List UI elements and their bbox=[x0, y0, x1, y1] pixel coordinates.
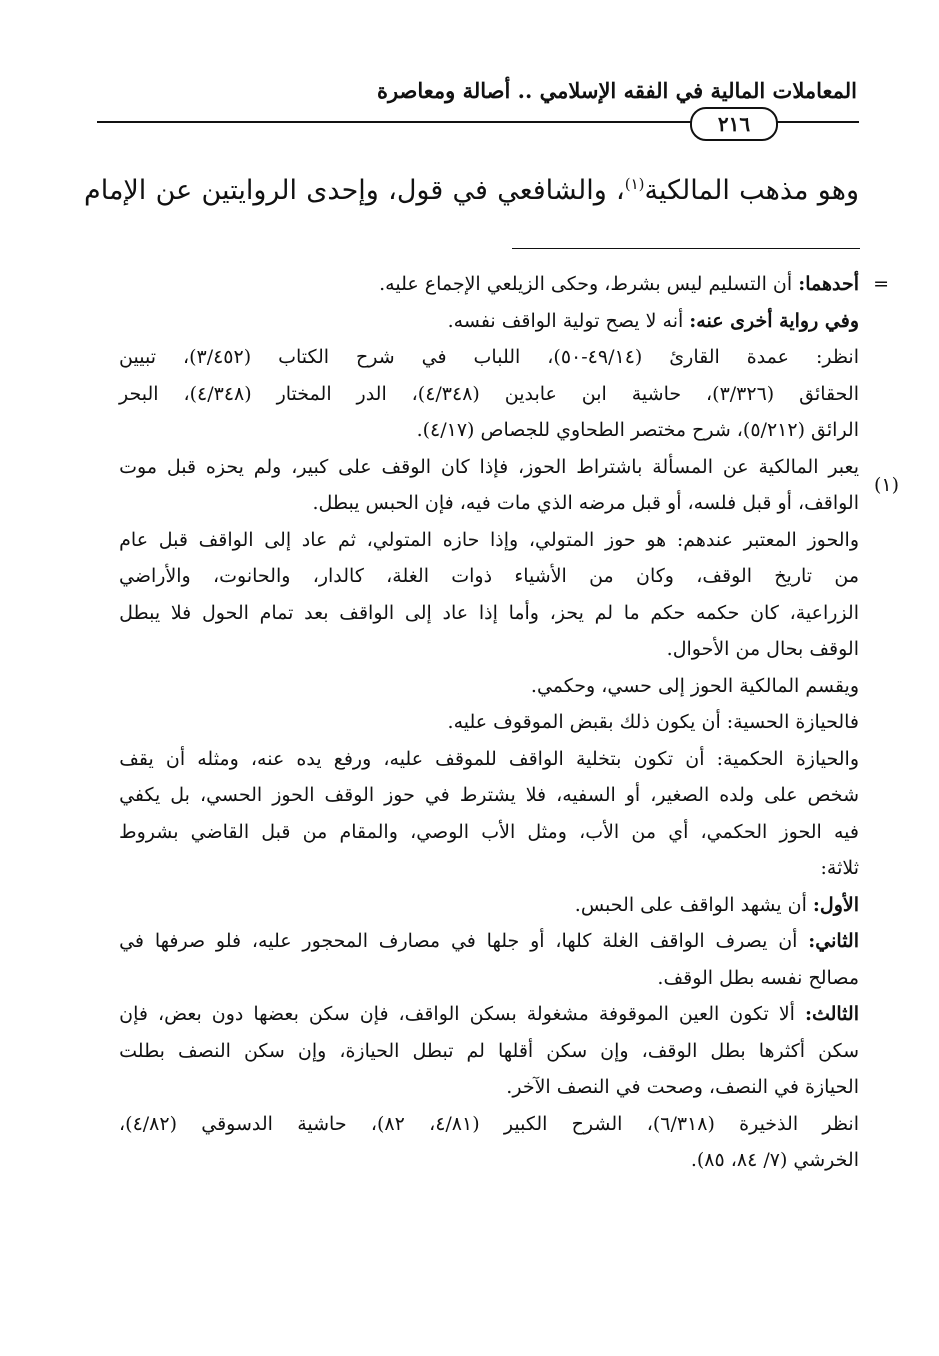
footnote-word: ابن bbox=[581, 382, 607, 405]
footnote-word: هو bbox=[646, 528, 667, 551]
footnote-text: ويقسم المالكية الحوز إلى حسي، وحكمي. bbox=[530, 674, 859, 697]
footnote-word: تكون bbox=[633, 747, 674, 770]
footnote-word: في bbox=[424, 784, 450, 806]
footnote-word: الشرح bbox=[571, 1112, 623, 1135]
footnote-word: الحوز، bbox=[518, 455, 567, 478]
footnote-word: والحوز bbox=[807, 528, 859, 551]
footnote-lead-term: وفي رواية أخرى عنه: bbox=[689, 309, 859, 332]
footnote-word: الحسي، bbox=[199, 784, 263, 806]
footnote-text: أن يشهد الواقف على الحبس. bbox=[574, 893, 813, 916]
footnote-word: من bbox=[589, 565, 614, 587]
footnote-word: يقف bbox=[119, 747, 154, 770]
footnote-word: ٨٢)، bbox=[370, 1112, 405, 1135]
footnote-word: العين bbox=[678, 1003, 720, 1025]
footnote-word: المختار bbox=[276, 382, 332, 405]
footnote-word: ألا bbox=[778, 1003, 795, 1025]
footnote-word: المالكية bbox=[758, 455, 819, 478]
footnote-word: يحزه bbox=[205, 455, 244, 478]
footnote-line bbox=[119, 303, 859, 340]
footnote-word: وإذا bbox=[490, 528, 519, 551]
footnote-word: فلا bbox=[525, 784, 547, 806]
footnote-word: ولم bbox=[253, 455, 282, 478]
footnote-word: وإن bbox=[297, 1039, 327, 1062]
footnote-word: (٣/٤٥٢)، bbox=[182, 346, 252, 368]
footnote-word: لم bbox=[466, 1039, 485, 1062]
footnote-word: عمدة bbox=[746, 346, 789, 368]
footnote-line bbox=[119, 704, 859, 741]
footnote-text: الرائق (٥/٢١٢)، شرح مختصر الطحاوي للجصاص (٤/١٧). bbox=[416, 419, 859, 441]
footnote-word: البحر bbox=[119, 382, 159, 405]
footnote-word: سكن bbox=[308, 1003, 350, 1025]
footnote-text: أن التسليم ليس بشرط، وحكى الزيلعي الإجماع عليه. bbox=[379, 273, 799, 295]
footnote-word: (٦/٣١٨)، bbox=[646, 1112, 715, 1135]
footnote-word: الوقف bbox=[324, 784, 375, 806]
footnote-word: الثالث: bbox=[804, 1003, 859, 1025]
footnote-word: فإن bbox=[359, 1003, 389, 1025]
footnote-line bbox=[119, 1106, 859, 1143]
footnote-line bbox=[119, 1069, 859, 1106]
footnote-word: حاشية bbox=[297, 1112, 347, 1135]
footnote-word: ومثل bbox=[527, 820, 567, 843]
footnote-word: مصارف bbox=[378, 930, 441, 952]
footnote-line bbox=[119, 1142, 859, 1179]
footnote-line bbox=[119, 412, 859, 449]
footnote-word: بطلت bbox=[119, 1039, 165, 1062]
footnote-line bbox=[119, 1033, 859, 1070]
footnote-line bbox=[119, 485, 859, 522]
footnote-word: موت bbox=[119, 455, 158, 478]
footnote-text: ثلاثة: bbox=[820, 857, 859, 879]
footnote-word: القاضي bbox=[190, 820, 250, 843]
footnote-word: أن bbox=[165, 747, 186, 770]
footnote-word: ما bbox=[623, 601, 640, 624]
footnote-word: من bbox=[302, 820, 328, 843]
footnote-word: الحوز bbox=[272, 784, 315, 806]
footnote-word: إذا bbox=[478, 601, 498, 624]
footnote-word: حوز bbox=[604, 528, 636, 551]
footnote-line bbox=[119, 814, 859, 851]
footnote-word: المحجور bbox=[302, 930, 368, 952]
footnote-word: الحكمية: bbox=[716, 747, 784, 770]
footnote-line bbox=[119, 449, 859, 486]
footnote-word: الوصي، bbox=[410, 820, 470, 843]
footnote-word: عليه، bbox=[383, 747, 424, 770]
footnote-line bbox=[119, 558, 859, 595]
footnote-word: عاد bbox=[301, 528, 328, 551]
footnote-word: سكن bbox=[818, 1039, 859, 1062]
footnote-text: الخرشي (٧/ ٨٤، ٨٥). bbox=[690, 1149, 859, 1171]
footnote-word: صرفها bbox=[154, 930, 206, 952]
footnote-word: أقلها bbox=[498, 1039, 534, 1062]
footnote-word: يصرف bbox=[715, 930, 768, 952]
footnote-word: قبل bbox=[166, 455, 197, 478]
footnote-line bbox=[119, 339, 859, 376]
footnote-word: كبير، bbox=[291, 455, 329, 478]
footnote-word: بعد bbox=[304, 601, 329, 624]
footnote-word: فلا bbox=[170, 601, 192, 624]
footnote-line bbox=[119, 668, 859, 705]
footnote-word: قبل bbox=[261, 820, 291, 843]
footnotes-block bbox=[119, 266, 859, 1179]
footnote-word: تمام bbox=[259, 601, 294, 624]
footnote-word: ذوات bbox=[451, 565, 493, 587]
footnote-word: يشترط bbox=[459, 784, 516, 806]
footnote-word: الحوز bbox=[779, 820, 822, 843]
footnote-word: الأب، bbox=[579, 820, 620, 843]
main-text-before: وهو مذهب المالكية bbox=[644, 175, 859, 206]
footnote-text: مصالح نفسه بطل الوقف. bbox=[657, 966, 859, 989]
footnote-word: أي bbox=[668, 820, 689, 843]
footnote-lead-term: الأول: bbox=[812, 893, 859, 916]
footnote-line bbox=[119, 960, 859, 997]
footnote-word: في bbox=[119, 930, 145, 952]
footnote-word: أكثرها bbox=[758, 1039, 806, 1062]
footnote-word: الأشياء bbox=[514, 565, 567, 587]
footnote-word: ورفع bbox=[333, 747, 372, 770]
footnote-word: الصغير، bbox=[650, 784, 710, 806]
footnote-word: كان bbox=[440, 455, 470, 478]
footnote-word: المتولي، bbox=[366, 528, 433, 551]
footnote-word: أن bbox=[778, 930, 798, 952]
footnote-word: في bbox=[421, 346, 447, 368]
footnote-word: الكبير bbox=[503, 1112, 548, 1135]
footnote-line bbox=[119, 376, 859, 413]
footnote-word: بطل bbox=[710, 1039, 746, 1062]
footnote-line bbox=[119, 522, 859, 559]
footnote-word: بسكن bbox=[469, 1003, 517, 1025]
footnote-word: الوقف، bbox=[641, 1039, 698, 1062]
footnote-lead-term: أحدهما: bbox=[798, 273, 859, 295]
footnote-word: دون bbox=[211, 1003, 244, 1025]
footnote-word: حكم bbox=[650, 601, 686, 624]
footnote-word: (٤/٣٤٨)، bbox=[411, 382, 480, 405]
footnote-word: عليه، bbox=[251, 930, 292, 952]
footnote-word: بتخلية bbox=[575, 747, 622, 770]
footnote-word: الحيازة، bbox=[339, 1039, 400, 1062]
footnote-word: ولده bbox=[719, 784, 755, 806]
footnote-word: يده bbox=[296, 747, 322, 770]
footnote-word: حازه bbox=[442, 528, 480, 551]
footnote-word: وأما bbox=[508, 601, 539, 624]
footnote-word: يعبر bbox=[828, 455, 859, 478]
footnote-word: بعض، bbox=[157, 1003, 202, 1025]
footnote-word: جلها bbox=[486, 930, 520, 952]
footnote-word: الحول bbox=[201, 601, 249, 624]
footnote-word: والحيازة bbox=[795, 747, 859, 770]
footnote-word: الكتاب bbox=[278, 346, 330, 368]
footnote-word: تكون bbox=[729, 1003, 769, 1025]
footnote-word: عنه، bbox=[250, 747, 285, 770]
footnote-word: النصف bbox=[177, 1039, 231, 1062]
footnote-line bbox=[119, 777, 859, 814]
footnote-line bbox=[119, 996, 859, 1033]
footnote-word: على bbox=[764, 784, 798, 806]
footnote-word: كلها، bbox=[555, 930, 592, 952]
footnote-word: عام bbox=[119, 528, 149, 551]
footnote-word: كالدار، bbox=[312, 565, 364, 587]
footnote-word: المسألة bbox=[652, 455, 713, 478]
footnote-word: عاد bbox=[442, 601, 469, 624]
footnote-word: فإن bbox=[119, 1003, 148, 1025]
footnote-word: عابدين bbox=[504, 382, 557, 405]
footnote-text: الوقف بحال من الأحوال. bbox=[666, 638, 859, 660]
footnote-text: أنه لا يصح تولية الواقف نفسه. bbox=[447, 309, 690, 332]
footnote-word: (٤٩/١٤-٥٠)، bbox=[547, 346, 643, 368]
page-number: ٢١٦ bbox=[690, 107, 778, 141]
footnote-word: (٤/٣٤٨)، bbox=[183, 382, 252, 405]
footnote-word: الذخيرة bbox=[739, 1112, 799, 1135]
footnote-word: (٤/٨٢)، bbox=[119, 1112, 178, 1135]
footnote-word: (٤/٨١، bbox=[429, 1112, 480, 1135]
footnote-word: في bbox=[450, 930, 476, 952]
running-header-title: المعاملات المالية في الفقه الإسلامي .. أصالة ومعاصرة bbox=[376, 78, 857, 103]
footnote-word: فيه bbox=[833, 820, 859, 843]
footnote-word: الغلة، bbox=[386, 565, 429, 587]
footnote-word: تبطل bbox=[412, 1039, 454, 1062]
footnote-word: تبيين bbox=[119, 346, 156, 368]
footnote-line bbox=[119, 887, 859, 924]
footnote-1-marker: (١) bbox=[873, 474, 899, 496]
footnote-word: فلو bbox=[215, 930, 242, 952]
main-text-after: ، والشافعي في قول، وإحدى الروايتين عن الإمام bbox=[84, 175, 625, 206]
footnote-word: الواقف، bbox=[398, 1003, 460, 1025]
footnote-word: (٣/٣٢٦)، bbox=[706, 382, 775, 405]
footnote-word: أو bbox=[530, 930, 545, 952]
footnote-line bbox=[119, 595, 859, 632]
footnote-word: على bbox=[338, 455, 372, 478]
footnote-word: عندهم: bbox=[676, 528, 733, 551]
footnote-word: شخص bbox=[807, 784, 859, 806]
footnote-word: شرح bbox=[356, 346, 395, 368]
footnote-word: إلى bbox=[264, 528, 292, 551]
footnote-word: المعتبر bbox=[743, 528, 797, 551]
footnote-word: والأراضي bbox=[119, 565, 191, 587]
footnote-line bbox=[119, 741, 859, 778]
footnote-word: يكفي bbox=[119, 784, 161, 806]
footnote-word: القارئ bbox=[669, 346, 720, 368]
footnote-word: بشروط bbox=[119, 820, 179, 843]
footnote-reference: (١) bbox=[624, 175, 645, 193]
footnote-word: انظر: bbox=[815, 346, 859, 368]
footnote-line bbox=[119, 631, 859, 668]
footnote-word: حكمه bbox=[695, 601, 740, 624]
footnote-word: الحقائق bbox=[799, 382, 859, 405]
footnote-word: كان bbox=[750, 601, 779, 624]
footnote-word: باشتراط bbox=[576, 455, 643, 478]
footnote-line bbox=[119, 850, 859, 887]
footnote-text: فالحيازة الحسية: أن يكون ذلك بقبض الموقوف عليه. bbox=[447, 711, 859, 733]
footnote-word: والمقام bbox=[339, 820, 398, 843]
footnote-word: ومثله bbox=[197, 747, 239, 770]
continuation-marker: = bbox=[873, 273, 889, 295]
main-body-text bbox=[84, 160, 859, 215]
footnote-word: ثم bbox=[338, 528, 356, 551]
footnote-word: انظر bbox=[822, 1112, 859, 1135]
footnote-word: الواقف bbox=[508, 747, 564, 770]
footnote-word: الغلة bbox=[602, 930, 639, 952]
footnote-word: أو bbox=[625, 784, 641, 806]
footnote-word: حوز bbox=[384, 784, 415, 806]
footnote-text: الحيازة في النصف، وصحت في النصف الآخر. bbox=[506, 1076, 859, 1098]
footnote-word: الواقف bbox=[649, 930, 705, 952]
footnote-word: الوقف bbox=[381, 455, 432, 478]
footnote-word: مشغولة bbox=[526, 1003, 589, 1025]
footnote-word: يحز، bbox=[549, 601, 584, 624]
footnote-word: بعضها bbox=[253, 1003, 299, 1025]
footnote-word: حاشية bbox=[631, 382, 682, 405]
footnote-word: عن bbox=[722, 455, 749, 478]
footnote-word: لم bbox=[594, 601, 613, 624]
footnote-word: الواقف bbox=[339, 601, 395, 624]
footnote-word: السفيه، bbox=[556, 784, 616, 806]
footnote-word: الوقف، bbox=[696, 565, 753, 587]
footnote-word: تاريخ bbox=[774, 565, 813, 587]
footnote-text: الواقف، أو قبل فلسه، أو قبل مرضه الذي مات فيه، فإن الحبس يبطل. bbox=[312, 492, 859, 514]
footnote-word: وكان bbox=[636, 565, 674, 587]
footnote-word: للموقف bbox=[435, 747, 497, 770]
footnote-word: وإن bbox=[600, 1039, 629, 1062]
footnote-line bbox=[119, 266, 859, 303]
footnote-word: اللباب bbox=[473, 346, 521, 368]
footnote-word: الواقف bbox=[198, 528, 254, 551]
footnote-word: الثاني: bbox=[808, 930, 859, 952]
footnote-word: الموقوفة bbox=[598, 1003, 669, 1025]
footnote-word: فإذا bbox=[479, 455, 509, 478]
footnote-word: من bbox=[631, 820, 657, 843]
footnote-word: الحكمي، bbox=[700, 820, 768, 843]
footnote-word: أن bbox=[685, 747, 705, 770]
footnote-word: الأب bbox=[481, 820, 516, 843]
footnote-line bbox=[119, 923, 859, 960]
footnote-word: والحانوت، bbox=[213, 565, 291, 587]
footnote-word: المتولي، bbox=[528, 528, 595, 551]
footnote-word: بل bbox=[170, 784, 190, 806]
footnote-word: الدسوقي bbox=[201, 1112, 273, 1135]
footnote-word: من bbox=[834, 565, 859, 587]
footnote-word: إلى bbox=[404, 601, 432, 624]
footnote-separator bbox=[512, 248, 860, 249]
footnote-word: قبل bbox=[158, 528, 188, 551]
footnote-word: سكن bbox=[243, 1039, 285, 1062]
footnote-word: الزراعية، bbox=[789, 601, 859, 624]
footnote-word: الدر bbox=[356, 382, 387, 405]
footnote-word: سكن bbox=[546, 1039, 588, 1062]
footnote-word: يبطل bbox=[119, 601, 161, 624]
